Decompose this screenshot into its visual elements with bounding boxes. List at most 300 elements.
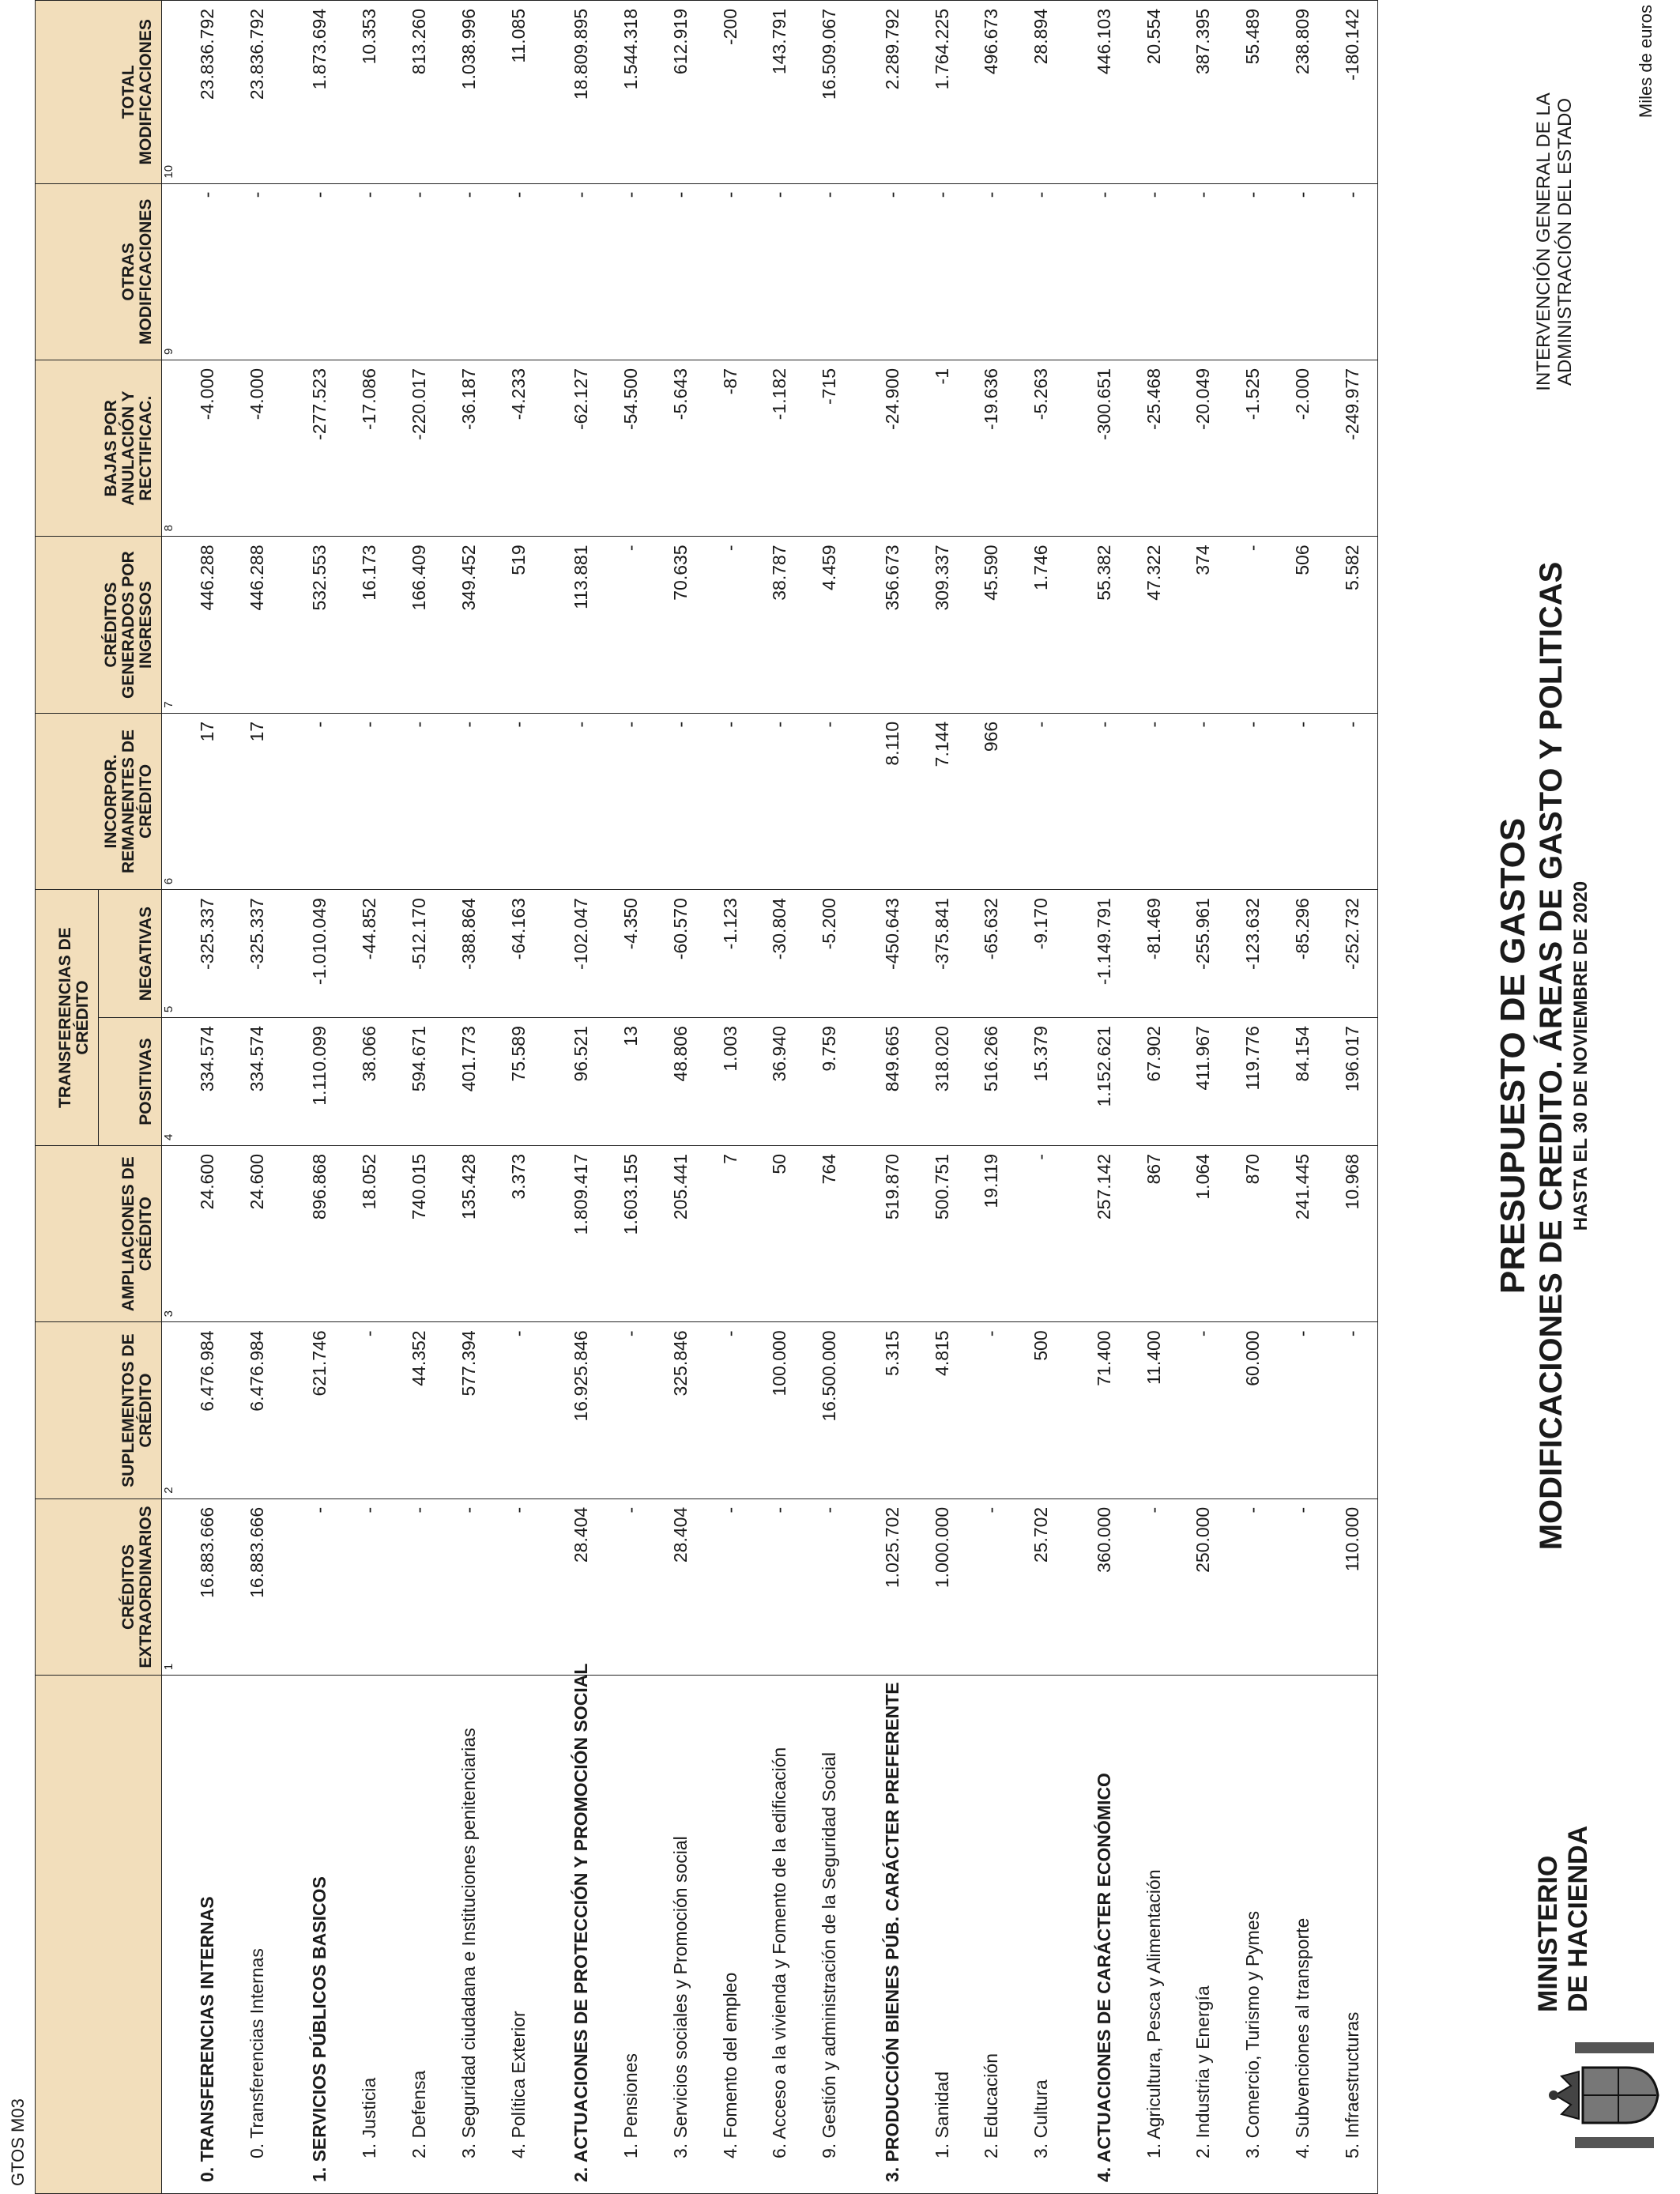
value-cell: - [1129,1498,1179,1675]
value-cell: - [345,183,394,360]
header-positivas: POSITIVAS [99,1018,162,1146]
value-cell: - [1079,713,1129,889]
header-creditos-extraordinarios: CRÉDITOS EXTRAORDINARIOS [36,1498,162,1675]
row-label: 1. Sanidad [917,1676,967,2194]
row-label: 4. Política Exterior [494,1676,544,2194]
value-cell: 4.459 [804,537,854,713]
value-cell: - [1178,713,1228,889]
value-cell: -1.149.791 [1079,890,1129,1018]
value-cell: -64.163 [494,890,544,1018]
value-cell: - [966,183,1016,360]
row-label: 3. Cultura [1016,1676,1066,2194]
value-cell: 18.052 [345,1146,394,1322]
value-cell: 16.883.666 [232,1498,282,1675]
value-cell: 25.702 [1016,1498,1066,1675]
value-cell: - [1178,183,1228,360]
value-cell: 10.968 [1328,1146,1377,1322]
value-cell: 6.476.984 [232,1322,282,1498]
value-cell: - [295,183,345,360]
value-cell: 3.373 [494,1146,544,1322]
value-cell: 334.574 [183,1018,232,1146]
value-cell: 1.110.099 [295,1018,345,1146]
spacer-cell [1066,890,1079,1018]
value-cell: -30.804 [755,890,804,1018]
value-cell: 205.441 [656,1146,706,1322]
value-cell: 1.746 [1016,537,1066,713]
group-row [295,1,345,2194]
value-cell: -220.017 [394,360,444,537]
spacer-cell [543,1498,556,1675]
spacer-cell [854,1,867,184]
value-cell: -300.651 [1079,360,1129,537]
column-number: 6 [162,713,183,889]
row-label: 6. Acceso a la vivienda y Fomento de la edificación [755,1676,804,2194]
spacer-cell [1066,360,1079,537]
value-cell: - [494,1322,544,1498]
value-cell: 16.500.000 [804,1322,854,1498]
value-cell: 7.144 [917,713,967,889]
table-row [494,1,544,2194]
header-bajas: BAJAS POR ANULACIÓN Y RECTIFICAC. [36,360,162,537]
group-row [868,1,917,2194]
value-cell: - [755,183,804,360]
value-cell: 387.395 [1178,1,1228,184]
value-cell: 740.015 [394,1146,444,1322]
value-cell: 13 [606,1018,656,1146]
value-cell: - [606,183,656,360]
value-cell: 4.815 [917,1322,967,1498]
spacer-cell [1066,537,1079,713]
header-blank [36,1676,162,2194]
value-cell: 594.671 [394,1018,444,1146]
spacer-cell [854,1146,867,1322]
value-cell: 496.673 [966,1,1016,184]
spacer-cell [854,537,867,713]
spacer-row [543,1,556,2194]
spacer-cell [1066,1,1079,184]
value-cell: -1.525 [1228,360,1278,537]
units-label: Miles de euros [1636,5,1656,119]
spacer-cell [282,360,295,537]
value-cell: -277.523 [295,360,345,537]
row-label: 2. Defensa [394,1676,444,2194]
value-cell: 16.883.666 [183,1498,232,1675]
value-cell: 17 [232,713,282,889]
header-otras: OTRAS MODIFICACIONES [36,183,162,360]
value-cell: 55.382 [1079,537,1129,713]
column-number: 1 [162,1498,183,1675]
value-cell: - [656,183,706,360]
value-cell: -5.263 [1016,360,1066,537]
value-cell: 516.266 [966,1018,1016,1146]
value-cell: 1.064 [1178,1146,1228,1322]
value-cell: 813.260 [394,1,444,184]
value-cell: 1.152.621 [1079,1018,1129,1146]
value-cell: - [345,713,394,889]
value-cell: 764 [804,1146,854,1322]
value-cell: - [1228,537,1278,713]
spacer-cell [543,1018,556,1146]
value-cell: - [1278,1498,1328,1675]
value-cell: 6.476.984 [183,1322,232,1498]
value-cell: 238.809 [1278,1,1328,184]
value-cell: 1.003 [706,1018,755,1146]
value-cell: - [345,1498,394,1675]
value-cell: 38.066 [345,1018,394,1146]
ministry-line-1: MINISTERIO [1533,1855,1563,2012]
value-cell: - [706,183,755,360]
value-cell: 896.868 [295,1146,345,1322]
value-cell: - [1228,1498,1278,1675]
spacer-cell [543,1146,556,1322]
header-suplementos: SUPLEMENTOS DE CRÉDITO [36,1322,162,1498]
value-cell: 1.038.996 [444,1,494,184]
spacer-cell [543,1676,556,2194]
value-cell: 374 [1178,537,1228,713]
value-cell: 20.554 [1129,1,1179,184]
value-cell: 966 [966,713,1016,889]
value-cell: - [1016,713,1066,889]
value-cell: - [556,183,606,360]
spacer-cell [854,183,867,360]
value-cell: 17 [183,713,232,889]
value-cell: - [394,1498,444,1675]
value-cell: 100.000 [755,1322,804,1498]
value-cell: -17.086 [345,360,394,537]
coat-of-arms-icon [1547,2036,1666,2154]
value-cell: - [444,183,494,360]
value-cell: 55.489 [1228,1,1278,184]
value-cell: - [804,183,854,360]
value-cell: 143.791 [755,1,804,184]
value-cell: -325.337 [232,890,282,1018]
spacer-cell [282,537,295,713]
value-cell: 446.103 [1079,1,1129,184]
page-title: PRESUPUESTO DE GASTOS [1494,817,1532,1295]
value-cell: 1.603.155 [606,1146,656,1322]
date-line: HASTA EL 30 DE NOVIEMBRE DE 2020 [1570,880,1591,1231]
table-row [1129,1,1179,2194]
value-cell: -325.337 [183,890,232,1018]
value-cell: 18.809.895 [556,1,606,184]
value-cell: 241.445 [1278,1146,1328,1322]
column-number-blank [162,1676,183,2194]
value-cell: 16.509.067 [804,1,854,184]
spacer-cell [543,183,556,360]
value-cell: 71.400 [1079,1322,1129,1498]
value-cell: 356.673 [868,537,917,713]
page-subtitle: MODIFICACIONES DE CREDITO. ÁREAS DE GASTO Y POLITICAS [1534,561,1569,1551]
value-cell: -252.732 [1328,890,1377,1018]
value-cell: 60.000 [1228,1322,1278,1498]
value-cell: - [1016,183,1066,360]
table-row [232,1,282,2194]
table-row [917,1,967,2194]
row-label: 3. Comercio, Turismo y Pymes [1228,1676,1278,2194]
value-cell: -25.468 [1129,360,1179,537]
value-cell: 67.902 [1129,1018,1179,1146]
header-incorporacion: INCORPOR. REMANENTES DE CRÉDITO [36,713,162,889]
value-cell: -102.047 [556,890,606,1018]
table-row [606,1,656,2194]
value-cell: -36.187 [444,360,494,537]
value-cell: -715 [804,360,854,537]
value-cell: -4.350 [606,890,656,1018]
value-cell: 10.353 [345,1,394,184]
value-cell: 28.404 [556,1498,606,1675]
table-row [1328,1,1377,2194]
spacer-cell [1066,1018,1079,1146]
value-cell: 1.000.000 [917,1498,967,1675]
value-cell: -255.961 [1178,890,1228,1018]
value-cell: -123.632 [1228,890,1278,1018]
value-cell: 23.836.792 [232,1,282,184]
report-titles [1494,542,1593,1570]
spacer-cell [543,537,556,713]
value-cell: 15.379 [1016,1018,1066,1146]
value-cell: -200 [706,1,755,184]
value-cell: -20.049 [1178,360,1228,537]
value-cell: 360.000 [1079,1498,1129,1675]
value-cell: 24.600 [232,1146,282,1322]
column-number: 10 [162,1,183,184]
row-label: 3. Servicios sociales y Promoción social [656,1676,706,2194]
value-cell: 196.017 [1328,1018,1377,1146]
footer-code: GTOS M03 [8,2098,28,2186]
spacer-cell [1066,1146,1079,1322]
row-label: 1. Agricultura, Pesca y Alimentación [1129,1676,1179,2194]
spacer-cell [1066,1498,1079,1675]
value-cell: -249.977 [1328,360,1377,537]
value-cell: 849.665 [868,1018,917,1146]
row-label: 0. TRANSFERENCIAS INTERNAS [183,1676,232,2194]
spacer-cell [282,1498,295,1675]
value-cell: 7 [706,1146,755,1322]
spacer-row [282,1,295,2194]
value-cell: 1.025.702 [868,1498,917,1675]
value-cell: 75.589 [494,1018,544,1146]
row-label: 4. ACTUACIONES DE CARÁCTER ECONÓMICO [1079,1676,1129,2194]
row-label: 9. Gestión y administración de la Seguridad Social [804,1676,854,2194]
value-cell: - [1278,713,1328,889]
spacer-cell [854,1018,867,1146]
value-cell: - [966,1498,1016,1675]
value-cell: -24.900 [868,360,917,537]
value-cell: -85.296 [1278,890,1328,1018]
value-cell: 325.846 [656,1322,706,1498]
value-cell: 250.000 [1178,1498,1228,1675]
row-label: 3. Seguridad ciudadana e Instituciones penitenciarias [444,1676,494,2194]
value-cell: 47.322 [1129,537,1179,713]
value-cell: - [444,1498,494,1675]
value-cell: - [494,183,544,360]
value-cell: - [804,1498,854,1675]
table-row [394,1,444,2194]
value-cell: - [1328,713,1377,889]
value-cell: 11.085 [494,1,544,184]
value-cell: -81.469 [1129,890,1179,1018]
value-cell: 309.337 [917,537,967,713]
value-cell: 8.110 [868,713,917,889]
value-cell: 867 [1129,1146,1179,1322]
value-cell: 500 [1016,1322,1066,1498]
spacer-row [1066,1,1079,2194]
value-cell: - [444,713,494,889]
header-negativas: NEGATIVAS [99,890,162,1018]
value-cell: 1.873.694 [295,1,345,184]
value-cell: - [656,713,706,889]
organization-name [1533,76,1576,408]
value-cell: 23.836.792 [183,1,232,184]
value-cell: 113.881 [556,537,606,713]
value-cell: - [1278,1322,1328,1498]
value-cell: 50 [755,1146,804,1322]
value-cell: 349.452 [444,537,494,713]
org-line-2: ADMINISTRACIÓN DEL ESTADO [1554,97,1576,386]
row-label: 1. Justicia [345,1676,394,2194]
column-number: 7 [162,537,183,713]
value-cell: - [755,1498,804,1675]
value-cell: 1.764.225 [917,1,967,184]
column-number: 9 [162,183,183,360]
spacer-cell [1066,1676,1079,2194]
value-cell: -87 [706,360,755,537]
value-cell: 16.173 [345,537,394,713]
spacer-cell [282,890,295,1018]
value-cell: 9.759 [804,1018,854,1146]
ministry-line-2: DE HACIENDA [1563,1825,1593,2012]
column-number: 8 [162,360,183,537]
column-number: 2 [162,1322,183,1498]
value-cell: -19.636 [966,360,1016,537]
value-cell: 1.544.318 [606,1,656,184]
value-cell: 11.400 [1129,1322,1179,1498]
value-cell: - [183,183,232,360]
table-row [345,1,394,2194]
row-label: 2. Educación [966,1676,1016,2194]
value-cell: - [706,713,755,889]
value-cell: -1.123 [706,890,755,1018]
value-cell: -4.000 [183,360,232,537]
value-cell: 318.020 [917,1018,967,1146]
group-row [183,1,232,2194]
spacer-cell [282,1322,295,1498]
row-label: 5. Infraestructuras [1328,1676,1377,2194]
value-cell: 519 [494,537,544,713]
value-cell: -2.000 [1278,360,1328,537]
row-label: 4. Subvenciones al transporte [1278,1676,1328,2194]
value-cell: - [1328,183,1377,360]
value-cell: -5.200 [804,890,854,1018]
table-body [162,1,1378,2194]
value-cell: 36.940 [755,1018,804,1146]
value-cell: 96.521 [556,1018,606,1146]
value-cell: 519.870 [868,1146,917,1322]
spacer-cell [282,713,295,889]
value-cell: - [394,713,444,889]
spacer-cell [854,890,867,1018]
value-cell: - [232,183,282,360]
value-cell: -375.841 [917,890,967,1018]
spacer-cell [282,1,295,184]
spacer-cell [854,360,867,537]
value-cell: -62.127 [556,360,606,537]
row-label: 2. Industria y Energía [1178,1676,1228,2194]
spacer-cell [543,360,556,537]
value-cell: - [606,1322,656,1498]
row-label: 3. PRODUCCIÓN BIENES PÚB. CARÁCTER PREFERENTE [868,1676,917,2194]
value-cell: -388.864 [444,890,494,1018]
value-cell: 334.574 [232,1018,282,1146]
value-cell: 446.288 [232,537,282,713]
value-cell: -450.643 [868,890,917,1018]
table-row [804,1,854,2194]
value-cell: - [1129,183,1179,360]
table [35,0,1378,2194]
value-cell: 612.919 [656,1,706,184]
value-cell: 38.787 [755,537,804,713]
value-cell: - [494,1498,544,1675]
value-cell: 44.352 [394,1322,444,1498]
header-total: TOTAL MODIFICACIONES [36,1,162,184]
value-cell: -5.643 [656,360,706,537]
value-cell: - [394,183,444,360]
value-cell: -180.142 [1328,1,1377,184]
value-cell: 532.553 [295,537,345,713]
row-label: 2. ACTUACIONES DE PROTECCIÓN Y PROMOCIÓN SOCIAL [556,1676,606,2194]
value-cell: - [494,713,544,889]
value-cell: - [606,713,656,889]
spacer-cell [1066,183,1079,360]
value-cell: 500.751 [917,1146,967,1322]
value-cell: 5.315 [868,1322,917,1498]
value-cell: - [1079,183,1129,360]
value-cell: 45.590 [966,537,1016,713]
spacer-cell [1066,1322,1079,1498]
spacer-cell [543,1,556,184]
table-row [656,1,706,2194]
value-cell: - [755,713,804,889]
value-cell: 506 [1278,537,1328,713]
value-cell: - [1178,1322,1228,1498]
value-cell: 870 [1228,1146,1278,1322]
group-row [556,1,606,2194]
spacer-row [854,1,867,2194]
row-label: 1. SERVICIOS PÚBLICOS BASICOS [295,1676,345,2194]
spacer-cell [854,1676,867,2194]
value-cell: 16.925.846 [556,1322,606,1498]
value-cell: - [1328,1322,1377,1498]
value-cell: - [706,1498,755,1675]
value-cell: 446.288 [183,537,232,713]
group-row [1079,1,1129,2194]
value-cell: - [345,1322,394,1498]
row-label: 1. Pensiones [606,1676,656,2194]
value-cell: - [1129,713,1179,889]
value-cell: 401.773 [444,1018,494,1146]
column-number: 4 [162,1018,183,1146]
value-cell: -65.632 [966,890,1016,1018]
row-label: 0. Transferencias Internas [232,1676,282,2194]
table-row [706,1,755,2194]
value-cell: - [804,713,854,889]
value-cell: - [966,1322,1016,1498]
value-cell: 84.154 [1278,1018,1328,1146]
value-cell: 28.894 [1016,1,1066,184]
value-cell: 577.394 [444,1322,494,1498]
value-cell: 28.404 [656,1498,706,1675]
value-cell: 135.428 [444,1146,494,1322]
